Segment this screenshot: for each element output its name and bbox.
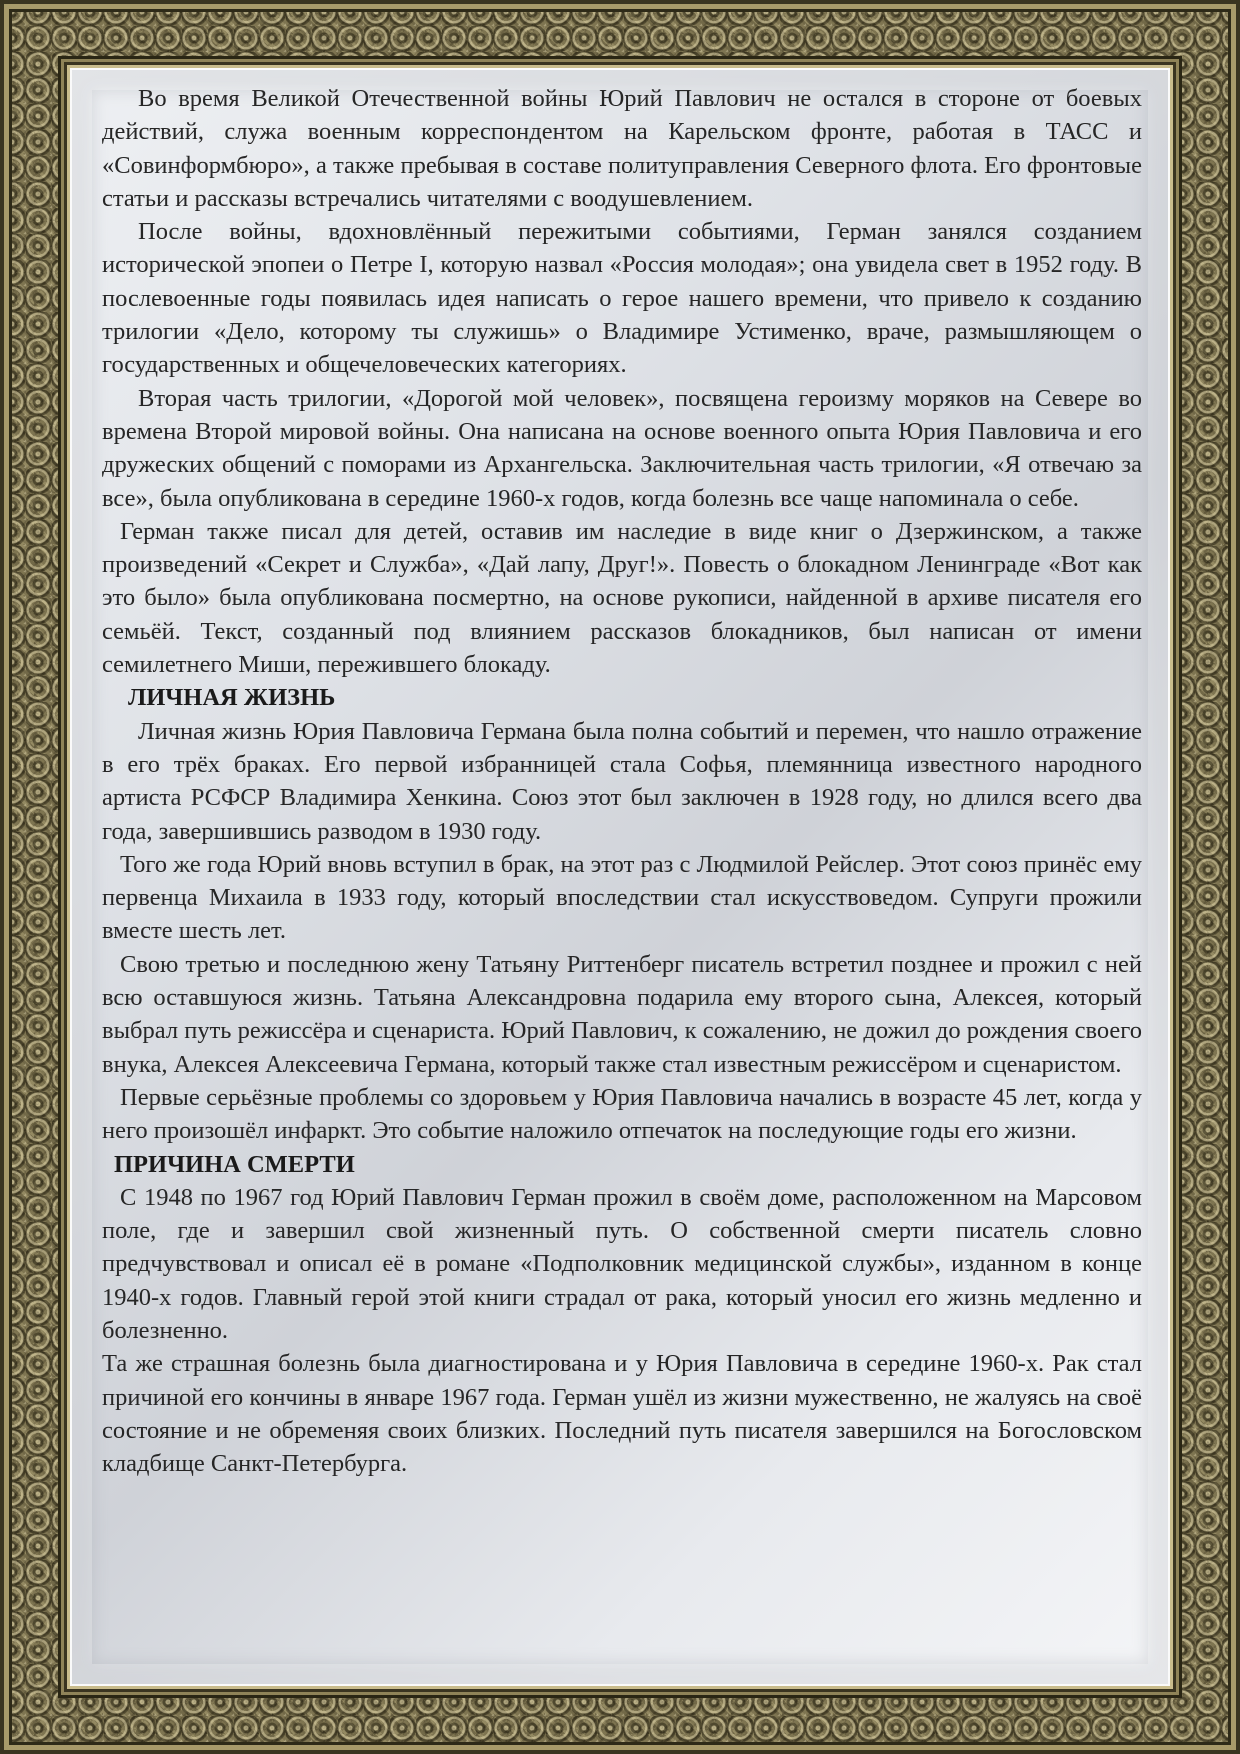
paragraph-illness: Та же страшная болезнь была диагностирована и у Юрия Павловича в середине 1960-х. Рак стал причиной его кончины в январе 1967 года. Герман ушёл из жизни мужественно, не жалуясь на своё состояние и не обременяя своих близких. Последний путь писателя завершился на Богословском кладбище Санкт-Петербурга. — [102, 1350, 1142, 1478]
paragraph-last-home: С 1948 по 1967 год Юрий Павлович Герман прожил в своём доме, расположенном на Марсовом поле, где и завершил свой жизненный путь. О собственной смерти писатель словно предчувствовал и описал её в романе «Подполковник медицинской службы», изданном в конце 1940-х годов. Главный герой этой книги страдал от рака, который уносил его жизнь медленно и болезненно. — [102, 1183, 1142, 1344]
paragraph-third-marriage: Свою третью и последнюю жену Татьяну Риттенберг писатель встретил позднее и прожил с ней всю оставшуюся жизнь. Татьяна Александровна подарила ему второго сына, Алексея, который выбрал путь режиссёра и сценариста. Юрий Павлович, к сожалению, не дожил до рождения своего внука, Алексея Алексеевича Германа, который также стал известным режиссёром и сценаристом. — [102, 950, 1142, 1078]
paragraph-second-marriage: Того же года Юрий вновь вступил в брак, на этот раз с Людмилой Рейслер. Этот союз принёс ему первенца Михаила в 1933 году, который впоследствии стал искусствоведом. Супруги прожили вместе шесть лет. — [102, 850, 1142, 945]
paragraph-trilogy: Вторая часть трилогии, «Дорогой мой человек», посвящена героизму моряков на Севере во времена Второй мировой войны. Она написана на основе военного опыта Юрия Павловича и его дружеских общений с поморами из Архангельска. Заключительная часть трилогии, «Я отвечаю за все», была опубликована в середине 1960-х годов, когда болезнь все чаще напоминала о себе. — [102, 384, 1142, 512]
text-panel — [70, 68, 1170, 1686]
paragraph-health: Первые серьёзные проблемы со здоровьем у Юрия Павловича начались в возрасте 45 лет, когда у него произошёл инфаркт. Это событие наложило отпечаток на последующие годы его жизни. — [102, 1083, 1142, 1145]
heading-personal-life: ЛИЧНАЯ ЖИЗНЬ — [128, 684, 336, 712]
paragraph-war-years: Во время Великой Отечественной войны Юрий Павлович не остался в стороне от боевых действий, служа военным корреспондентом на Карельском фронте, работая в ТАСС и «Совинформбюро», а также пребывая в составе политуправления Северного флота. Его фронтовые статьи и рассказы встречались читателями с воодушевлением. — [102, 85, 1142, 212]
heading-cause-of-death: ПРИЧИНА СМЕРТИ — [114, 1150, 355, 1178]
paragraph-marriages: Личная жизнь Юрия Павловича Германа была полна событий и перемен, что нашло отражение в его трёх браках. Его первой избранницей стала Софья, племянница известного народного артиста РСФСР Владимира Хенкина. Союз этот был заключен в 1928 году, но длился всего два года, завершившись разводом в 1930 году. — [102, 717, 1142, 845]
paragraph-after-war: После войны, вдохновлённый пережитыми событиями, Герман занялся созданием исторической эпопеи о Петре I, которую назвал «Россия молодая»; она увидела свет в 1952 году. В послевоенные годы появилась идея написать о герое нашего времени, что привело к созданию трилогии «Дело, которому ты служишь» о Владимире Устименко, враче, размышляющем о государственных и общечеловеческих категориях. — [102, 218, 1142, 379]
article-body — [102, 82, 1142, 1480]
paragraph-childrens-books: Герман также писал для детей, оставив им наследие в виде книг о Дзержинском, а также произведений «Секрет и Служба», «Дай лапу, Друг!». Повесть о блокадном Ленинграде «Вот как это было» была опубликована посмертно, на основе рукописи, найденной в архиве писателя его семьёй. Текст, созданный под влиянием рассказов блокадников, был написан от имени семилетнего Миши, пережившего блокаду. — [102, 517, 1142, 679]
